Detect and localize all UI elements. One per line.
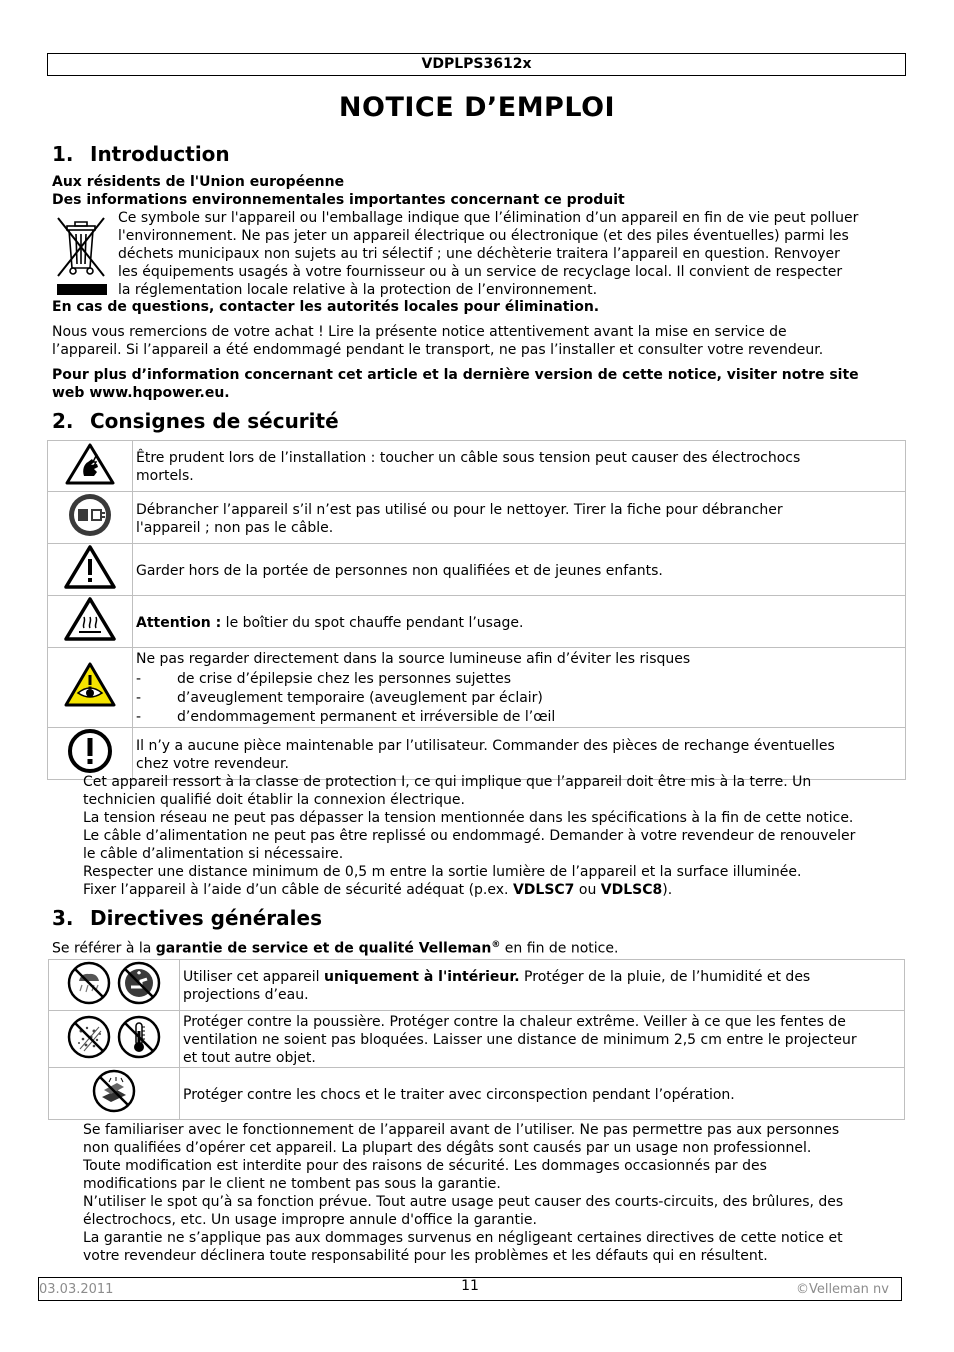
section-title: Consignes de sécurité bbox=[90, 409, 339, 433]
exclamation-triangle-icon bbox=[63, 544, 117, 590]
weee-line: la réglementation locale relative à la protection de l’environnement. bbox=[118, 282, 598, 298]
guideline-text-line: ventilation ne soient pas bloquées. Laisser une distance de minimum 2,5 cm entre le projecteur bbox=[183, 1032, 857, 1048]
ref-text: en fin de notice. bbox=[500, 940, 619, 957]
guideline-text-line bbox=[183, 968, 900, 986]
safety-text-line: Ne pas regarder directement dans la source lumineuse afin d’éviter les risques bbox=[136, 651, 691, 667]
safety-text-line: Il n’y a aucune pièce maintenable par l’utilisateur. Commander des pièces de rechange éventuelles bbox=[136, 737, 835, 754]
note-line: le câble d’alimentation si nécessaire. bbox=[83, 846, 344, 862]
safety-row bbox=[48, 544, 906, 596]
info-line: Pour plus d’information concernant cet article et la dernière version de cette notice, visiter notre site bbox=[52, 367, 859, 383]
note-text: ou bbox=[574, 882, 601, 898]
weee-line: Ce symbole sur l'appareil ou l'emballage indique que l’élimination d’un appareil en fin de vie peut polluer bbox=[118, 210, 859, 226]
ref-text: Se référer à la bbox=[52, 940, 156, 957]
note-line: votre revendeur déclinera toute responsabilité pour les problèmes et les défauts qui en résultent. bbox=[83, 1248, 768, 1264]
environment-info-line: Des informations environnementales importantes concernant ce produit bbox=[52, 192, 625, 208]
safety-row bbox=[48, 728, 906, 780]
guidelines-table bbox=[48, 959, 905, 1120]
safety-icon-cell bbox=[48, 492, 133, 544]
safety-text-line: mortels. bbox=[136, 468, 194, 484]
note-line: non qualifiées d’opérer cet appareil. La plupart des dégâts sont causés par un usage non professionnel. bbox=[83, 1140, 812, 1156]
guideline-row bbox=[49, 1068, 905, 1120]
note-line: Toute modification est interdite pour des raisons de sécurité. Les dommages occasionnés par des bbox=[83, 1158, 767, 1174]
info-line: web www.hqpower.eu. bbox=[52, 385, 230, 401]
safety-row bbox=[48, 441, 906, 492]
electric-hand-warning-icon bbox=[64, 442, 116, 486]
exclamation-circle-icon bbox=[66, 728, 114, 774]
indoor-only-label: uniquement à l'intérieur. bbox=[324, 969, 520, 985]
safety-text-line: Débrancher l’appareil s’il n’est pas utilisé ou pour le nettoyer. Tirer la fiche pour débrancher bbox=[136, 501, 783, 518]
warranty-reference bbox=[52, 936, 902, 958]
weee-line: l'environnement. Ne pas jeter un appareil électrique ou électronique (et des piles éventuelles) parmi les bbox=[118, 228, 849, 244]
safety-text-line: chez votre revendeur. bbox=[136, 755, 289, 772]
guideline-text-cell bbox=[180, 1068, 905, 1120]
guideline-text-cell bbox=[180, 960, 905, 1011]
note-line: technicien qualifié doit établir la connexion électrique. bbox=[83, 792, 465, 808]
guideline-text: Protéger de la pluie, de l’humidité et des bbox=[519, 969, 811, 985]
note-line: modifications par le client ne tombent pas sous la garantie. bbox=[83, 1176, 501, 1192]
weee-bin-icon bbox=[53, 210, 109, 298]
icon-group bbox=[67, 961, 161, 1005]
guideline-text-line: projections d’eau. bbox=[183, 987, 309, 1003]
general-notes bbox=[83, 1121, 903, 1265]
note-text: Fixer l’appareil à l’aide d’un câble de sécurité adéquat (p.ex. bbox=[83, 882, 513, 898]
guideline-row bbox=[49, 960, 905, 1011]
no-heat-icon bbox=[117, 1015, 161, 1059]
no-rain-icon bbox=[67, 961, 111, 1005]
risk-list-item: - d’endommagement permanent et irréversible de l’œil bbox=[136, 708, 901, 727]
guideline-text-cell bbox=[180, 1011, 905, 1068]
no-dust-icon bbox=[67, 1015, 111, 1059]
guideline-icon-cell bbox=[49, 1011, 180, 1068]
safety-text-line: le boîtier du spot chauffe pendant l’usage. bbox=[221, 614, 524, 631]
model-number: VDPLPS3612x bbox=[421, 56, 532, 72]
guideline-text-line: Protéger contre les chocs et le traiter avec circonspection pendant l’opération. bbox=[183, 1086, 735, 1103]
thanks-line: Nous vous remercions de votre achat ! Lire la présente notice attentivement avant la mise en service de bbox=[52, 324, 787, 340]
risk-list-item: - de crise d’épilepsie chez les personnes sujettes bbox=[136, 670, 901, 689]
thanks-paragraph bbox=[52, 323, 902, 359]
risk-list-item: - d’aveuglement temporaire (aveuglement par éclair) bbox=[136, 689, 901, 708]
safety-cable-line bbox=[83, 881, 903, 899]
unplug-icon bbox=[67, 492, 113, 538]
safety-icon-cell bbox=[48, 728, 133, 780]
safety-text-line: l'appareil ; non pas le câble. bbox=[136, 519, 334, 536]
footer-copyright: ©Velleman nv bbox=[795, 1282, 889, 1297]
page-footer bbox=[38, 1277, 902, 1301]
note-line: La garantie ne s’applique pas aux dommages survenus en négligeant certaines directives de cette notice et bbox=[83, 1230, 843, 1246]
footer-date: 03.03.2011 bbox=[39, 1282, 114, 1297]
safety-table bbox=[47, 440, 906, 780]
safety-row bbox=[48, 492, 906, 544]
product-code: VDLSC7 bbox=[512, 882, 575, 898]
note-line: Le câble d’alimentation ne peut pas être replissé ou endommagé. Demander à votre revendeur de renouveler bbox=[83, 828, 856, 844]
guideline-text: Utiliser cet appareil bbox=[183, 969, 324, 985]
no-shock-icon bbox=[91, 1068, 137, 1114]
questions-line: En cas de questions, contacter les autorités locales pour élimination. bbox=[52, 299, 600, 315]
note-line: Se familiariser avec le fonctionnement de l’appareil avant de l’utiliser. Ne pas permettre pas aux personnes bbox=[83, 1122, 840, 1138]
section-number: 2. bbox=[52, 409, 74, 433]
thanks-line: l’appareil. Si l’appareil a été endommagé pendant le transport, ne pas l’installer et consulter votre revendeur. bbox=[52, 342, 824, 358]
risk-list bbox=[136, 670, 901, 727]
safety-icon-cell bbox=[48, 544, 133, 596]
safety-icon-cell bbox=[48, 596, 133, 648]
guideline-icon-cell bbox=[49, 960, 180, 1011]
section-title: Directives générales bbox=[90, 906, 322, 930]
page-title: NOTICE D’EMPLOI bbox=[338, 92, 616, 123]
safety-text-cell bbox=[133, 596, 906, 648]
safety-text-cell bbox=[133, 441, 906, 492]
safety-text-line: Garder hors de la portée de personnes non qualifiées et de jeunes enfants. bbox=[136, 562, 663, 579]
note-line: Respecter une distance minimum de 0,5 m entre la sortie lumière de l’appareil et la surface illuminée. bbox=[83, 864, 802, 880]
safety-icon-cell bbox=[48, 441, 133, 492]
safety-row bbox=[48, 596, 906, 648]
safety-text-line: Être prudent lors de l’installation : toucher un câble sous tension peut causer des électrochocs bbox=[136, 450, 801, 466]
page-number: 11 bbox=[461, 1278, 479, 1294]
info-paragraph bbox=[52, 366, 902, 402]
section-3-heading bbox=[52, 906, 322, 930]
document-header bbox=[47, 53, 906, 76]
weee-line: les équipements usagés à votre fournisseur ou à un service de recyclage local. Il convient de respecter bbox=[118, 264, 843, 280]
guideline-text-line: Protéger contre la poussière. Protéger contre la chaleur extrême. Veiller à ce que les fentes de bbox=[183, 1014, 846, 1030]
guideline-icon-cell bbox=[49, 1068, 180, 1120]
note-line: électrochocs, etc. Un usage impropre annule d'office la garantie. bbox=[83, 1212, 537, 1228]
safety-icon-cell bbox=[48, 648, 133, 728]
safety-row bbox=[48, 648, 906, 728]
guideline-row bbox=[49, 1011, 905, 1068]
safety-text-cell bbox=[133, 728, 906, 780]
safety-text-cell bbox=[133, 544, 906, 596]
section-1-heading bbox=[52, 142, 230, 166]
weee-line: déchets municipaux non sujets au tri sélectif ; une déchèterie traitera l’appareil en question. Renvoyer bbox=[118, 246, 840, 262]
section-2-heading bbox=[52, 409, 339, 433]
safety-text-cell bbox=[133, 492, 906, 544]
note-text: ). bbox=[662, 882, 673, 898]
icon-group bbox=[67, 1015, 161, 1059]
safety-notes bbox=[83, 773, 903, 899]
no-splash-icon bbox=[117, 961, 161, 1005]
section-number: 1. bbox=[52, 142, 74, 166]
section-number: 3. bbox=[52, 906, 74, 930]
attention-label: Attention : bbox=[136, 614, 222, 631]
eye-warning-icon bbox=[63, 661, 117, 709]
eu-residents-line: Aux résidents de l'Union européenne bbox=[52, 174, 345, 190]
hot-surface-icon bbox=[63, 596, 117, 642]
note-line: Cet appareil ressort à la classe de protection I, ce qui implique que l’appareil doit être mis à la terre. Un bbox=[83, 774, 812, 790]
registered-mark: ® bbox=[491, 940, 501, 950]
section-title: Introduction bbox=[90, 142, 230, 166]
weee-paragraph bbox=[118, 209, 908, 299]
guideline-text-line: et tout autre objet. bbox=[183, 1050, 316, 1066]
safety-text-cell bbox=[133, 648, 906, 728]
product-code: VDLSC8 bbox=[600, 882, 663, 898]
note-line: La tension réseau ne peut pas dépasser la tension mentionnée dans les spécifications à la fin de cette notice. bbox=[83, 810, 854, 826]
note-line: N’utiliser le spot qu’à sa fonction prévue. Tout autre usage peut causer des courts-circuits, des brûlures, des bbox=[83, 1194, 844, 1210]
warranty-name: garantie de service et de qualité Velleman bbox=[155, 940, 492, 957]
